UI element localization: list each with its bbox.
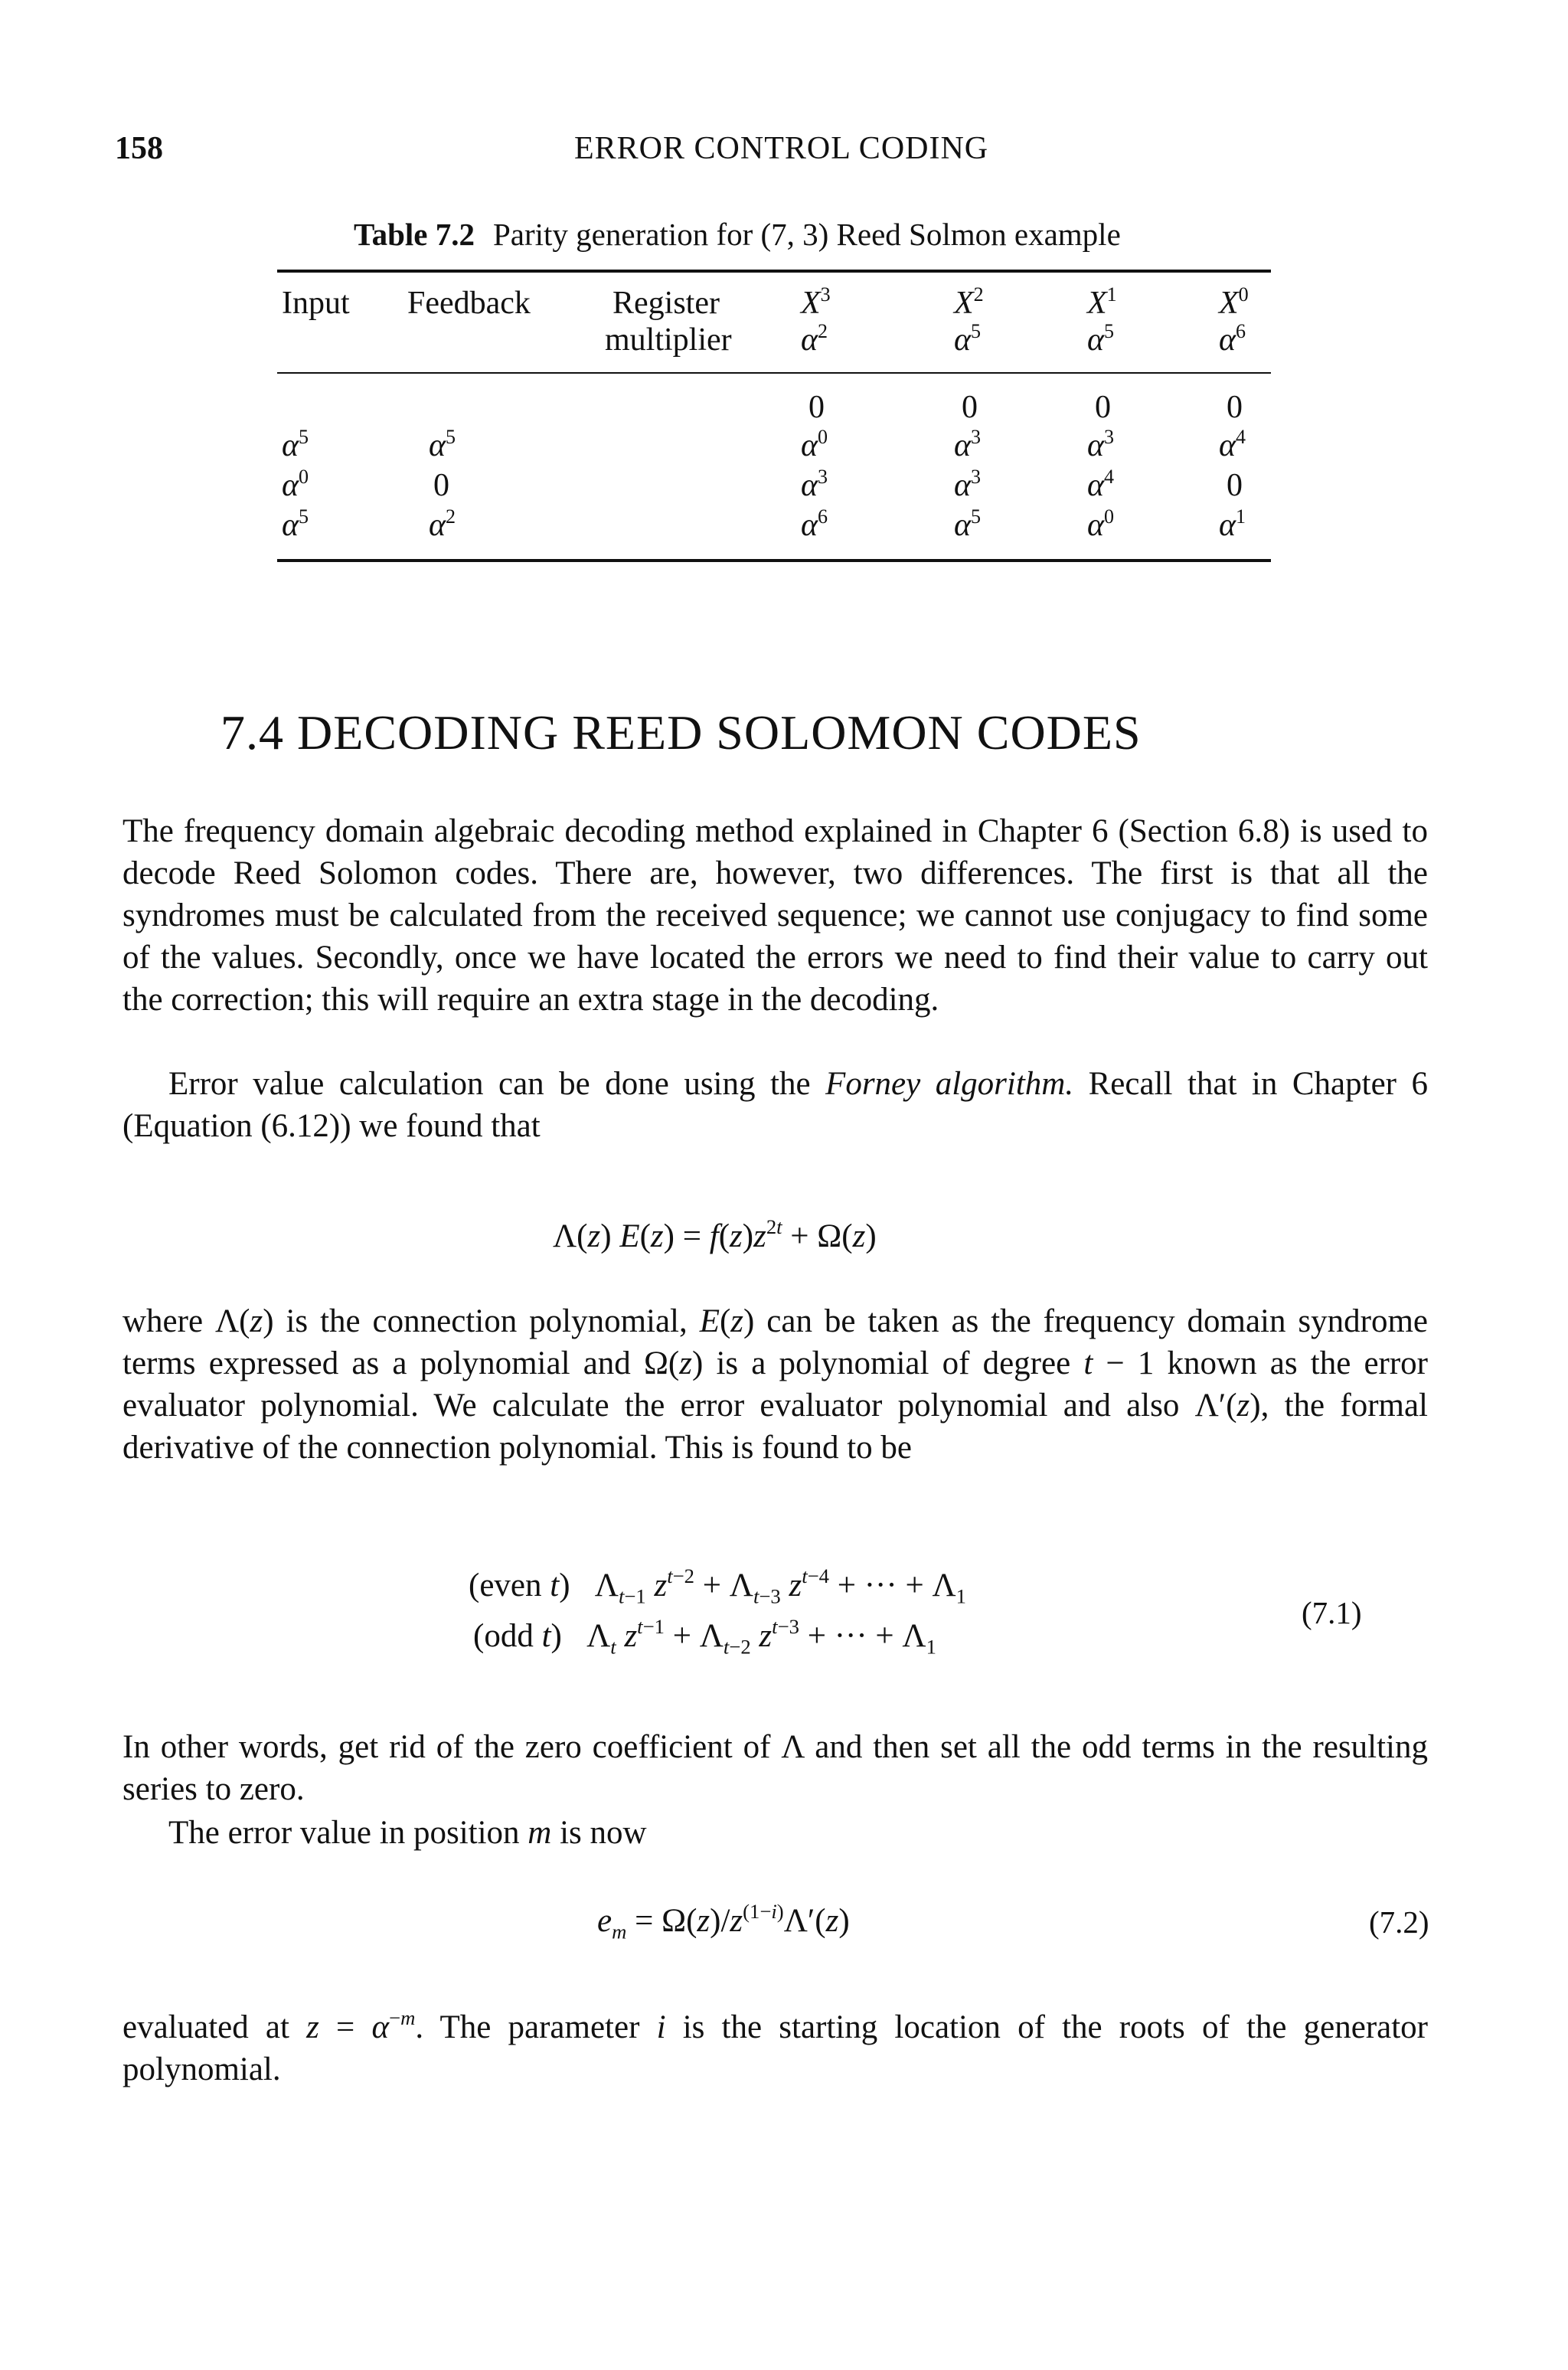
table-cell: 0 xyxy=(1227,468,1243,503)
table-header-x0: $X^0$ xyxy=(1219,283,1249,321)
table-bottom-rule xyxy=(277,559,1271,562)
table-cell: $\alpha^5$ xyxy=(429,425,456,463)
table-cell: $\alpha^4$ xyxy=(1087,465,1115,503)
paragraph-3: where Λ(z) is the connection polynomial, E(z) can be taken as the frequency domain syndrome terms expressed as a polynomial and Ω(z) is a polynomial of degree t − 1 known as the error evaluator polynomial. We calculate the error evaluator polynomial and also Λ′(z), the formal derivative of the connection polynomial. This is found to be xyxy=(122,1303,1429,1466)
table-cell: 0 xyxy=(433,468,449,503)
paragraph-4: In other words, get rid of the zero coefficient of Λ and then set all the odd terms in the resulting series to zero. xyxy=(122,1729,1428,1807)
table-header-x2-factor: $\alpha^5$ xyxy=(954,319,982,358)
table-cell: $\alpha^5$ xyxy=(954,505,982,543)
paragraph-5: The error value in position m is now xyxy=(168,1815,647,1851)
table-header-x1: $X^1$ xyxy=(1087,283,1117,321)
table-cell: $\alpha^2$ xyxy=(429,505,456,543)
table-cell: 0 xyxy=(962,390,978,425)
paragraph-2-end: Recall that in Chapter 6 (Equation (6.12)) we found that xyxy=(122,1066,1428,1144)
table-cell: 0 xyxy=(1095,390,1111,425)
table-header-x0-factor: $\alpha^6$ xyxy=(1219,319,1246,358)
table-header-multiplier: multiplier xyxy=(605,322,732,358)
table-label: Table 7.2 xyxy=(354,217,475,252)
table-cell: $\alpha^3$ xyxy=(954,465,982,503)
paragraph-1: The frequency domain algebraic decoding method explained in Chapter 6 (Section 6.8) is used to decode Reed Solomon codes. There are, however, two differences. The first is that all the syndromes must be calculated from the received sequence; we cannot use conjugacy to find some of the values. Secondly, once we have located the errors we need to find their value to carry out the correction; this will require an extra stage in the decoding. xyxy=(122,813,1428,1018)
running-header xyxy=(115,130,1455,176)
table-header-x3-factor: $\alpha^2$ xyxy=(801,319,828,358)
table-header-x3: $X^3$ xyxy=(801,283,831,321)
equation-7-2-number: (7.2) xyxy=(1369,1904,1429,1940)
table-cell: $\alpha^6$ xyxy=(801,505,828,543)
section-title: 7.4 DECODING REED SOLOMON CODES xyxy=(220,705,1142,760)
table-header-x2: $X^2$ xyxy=(954,283,984,321)
table-cell: $\alpha^5$ xyxy=(282,505,309,543)
paragraph-3-tail: the formal derivative of the connection polynomial. This is found to be xyxy=(122,1388,1428,1466)
table-caption-text: Parity generation for (7, 3) Reed Solmon example xyxy=(492,217,1121,252)
table-cell: 0 xyxy=(1227,390,1243,425)
equation-7-1-number: (7.1) xyxy=(1302,1595,1362,1630)
page-number: 158 xyxy=(115,131,163,166)
paragraph-2 xyxy=(122,1063,1428,1147)
table-cell: $\alpha^5$ xyxy=(282,425,309,463)
table-cell: $\alpha^1$ xyxy=(1219,505,1246,543)
table-header-rule xyxy=(277,372,1271,374)
table-header-register: Register xyxy=(612,286,720,321)
table-header-x1-factor: $\alpha^5$ xyxy=(1087,319,1115,358)
table-cell: 0 xyxy=(808,390,825,425)
running-title: ERROR CONTROL CODING xyxy=(574,131,989,166)
table-cell: $\alpha^0$ xyxy=(282,465,309,503)
table-cell: $\alpha^4$ xyxy=(1219,425,1246,463)
equation-7-1-odd: (odd t) $\Lambda_t$ $z^{t-1} + \Lambda_{t-2}$ $z^{t-3}$ + ··· + $\Lambda_1$ xyxy=(473,1615,936,1659)
table-top-rule xyxy=(277,270,1271,273)
table-cell: $\alpha^0$ xyxy=(801,425,828,463)
equation-7-1-even: (even t) $\Lambda_{t-1}$ $z^{t-2} + \Lambda_{t-3}$ $z^{t-4}$ + ··· + $\Lambda_1$ xyxy=(469,1564,966,1608)
equation-7-2: $e_m = \Omega(z)/z^{(1-i)}\Lambda'(z)$ xyxy=(597,1900,850,1943)
paragraph-2-start: Error value calculation can be done using the xyxy=(168,1066,826,1102)
paragraph-6: evaluated at $z = \alpha^{-m}$. The parameter i is the starting location of the roots of the generator polynomial. xyxy=(122,2006,1428,2087)
table-cell: $\alpha^3$ xyxy=(1087,425,1115,463)
forney-algorithm-term: Forney algorithm. xyxy=(825,1066,1074,1102)
table-caption xyxy=(354,216,1121,253)
table-cell: $\alpha^0$ xyxy=(1087,505,1115,543)
table-cell: $\alpha^3$ xyxy=(801,465,828,503)
table-header-input: Input xyxy=(282,286,350,321)
key-equation: Λ(z) $E(z) = f(z)z^{2t} + \Omega(z)$ xyxy=(553,1215,877,1254)
table-header-feedback: Feedback xyxy=(407,286,531,321)
table-cell: $\alpha^3$ xyxy=(954,425,982,463)
